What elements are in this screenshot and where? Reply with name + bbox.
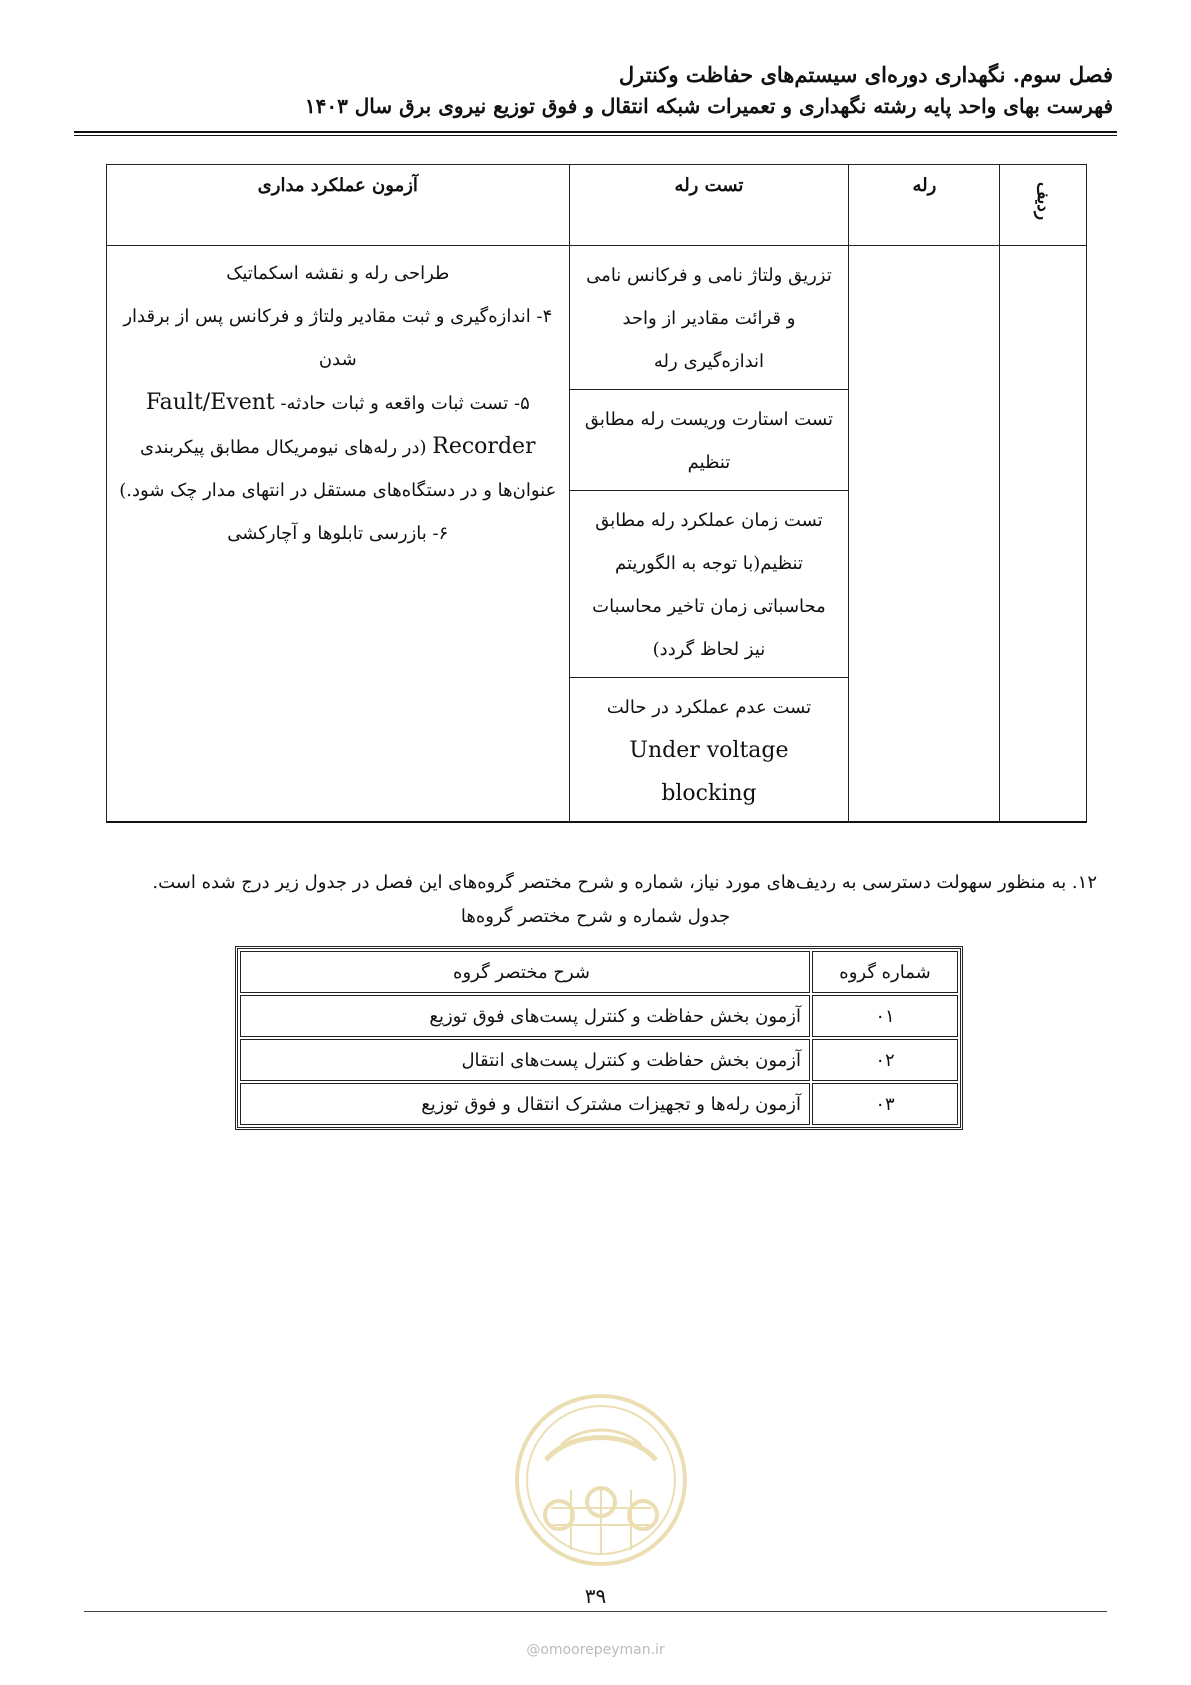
test-cell-1: تزریق ولتاژ نامی و فرکانس نامی و قرائت مقادیر از واحد اندازه‌گیری رله [569, 246, 849, 390]
relay-test-table [106, 164, 1087, 823]
header-rule-thick [74, 131, 1117, 133]
table-header-row [107, 165, 1087, 246]
document-title: فهرست بهای واحد پایه رشته نگهداری و تعمیرات شبکه انتقال و فوق توزیع نیروی برق سال ۱۴۰۳ [304, 94, 1113, 118]
header-rule-thin [74, 135, 1117, 136]
groups-table [235, 946, 963, 1130]
relay-cell [849, 246, 1000, 823]
page-header [78, 60, 1113, 122]
circuit-line-1: طراحی رله و نقشه اسکماتیک [226, 263, 450, 284]
groups-header-row [240, 951, 958, 993]
under-voltage-text: Under voltage blocking [629, 738, 789, 806]
fault-event-text: Fault/Event [145, 390, 275, 415]
group-description: آزمون رله‌ها و تجهیزات مشترک انتقال و فوق توزیع [240, 1083, 810, 1125]
website-watermark: @omoorepeyman.ir [526, 1642, 665, 1658]
test-cell-3: تست زمان عملکرد رله مطابق تنظیم(با توجه به الگوریتم محاسباتی زمان تاخیر محاسبات نیز لحاظ گردد) [569, 491, 849, 678]
circuit-test-cell [107, 246, 570, 823]
group-number: ۰۳ [812, 1083, 958, 1125]
test-cell-4: تست عدم عملکرد در حالت Under voltage blocking [569, 678, 849, 823]
page-number: ۳۹ [584, 1584, 607, 1608]
circuit-line-4: Recorder (در رله‌های نیومریکال مطابق پیکربندی عنوان‌ها و در دستگاه‌های مستقل در انتهای مدار چک شود.) [119, 434, 557, 501]
table-row [240, 995, 958, 1037]
group-number: ۰۲ [812, 1039, 958, 1081]
footer-rule [84, 1611, 1107, 1612]
circuit-line-3: ۵- تست ثبات واقعه و ثبات حادثه- Fault/Event [145, 390, 530, 415]
table-row [107, 246, 1087, 390]
group-description: آزمون بخش حفاظت و کنترل پست‌های انتقال [240, 1039, 810, 1081]
header-circuit-test: آزمون عملکرد مداری [107, 165, 570, 246]
header-group-number: شماره گروه [812, 951, 958, 993]
test-cell-2: تست استارت وریست رله مطابق تنظیم [569, 390, 849, 491]
recorder-text: Recorder [432, 434, 536, 459]
circuit-line-2: ۴- اندازه‌گیری و ثبت مقادیر ولتاژ و فرکانس پس از برقدار شدن [123, 306, 553, 370]
groups-table-caption: جدول شماره و شرح مختصر گروه‌ها [460, 906, 731, 927]
table-row [240, 1039, 958, 1081]
header-relay-test: تست رله [569, 165, 849, 246]
note-paragraph: ۱۲. به منظور سهولت دسترسی به ردیف‌های مورد نیاز، شماره و شرح مختصر گروه‌های این فصل در جدول زیر درج شده است. [152, 872, 1097, 893]
group-description: آزمون بخش حفاظت و کنترل پست‌های فوق توزیع [240, 995, 810, 1037]
header-group-description: شرح مختصر گروه [240, 951, 810, 993]
row-number-cell [1000, 246, 1087, 823]
circuit-line-5: ۶- بازرسی تابلوها و آچارکشی [227, 523, 449, 544]
header-row-number: ردیف [1000, 165, 1087, 246]
table-row [240, 1083, 958, 1125]
group-number: ۰۱ [812, 995, 958, 1037]
header-relay: رله [849, 165, 1000, 246]
chapter-title: فصل سوم. نگهداری دوره‌ای سیستم‌های حفاظت وکنترل [618, 62, 1113, 87]
watermark-logo-icon [511, 1390, 691, 1570]
